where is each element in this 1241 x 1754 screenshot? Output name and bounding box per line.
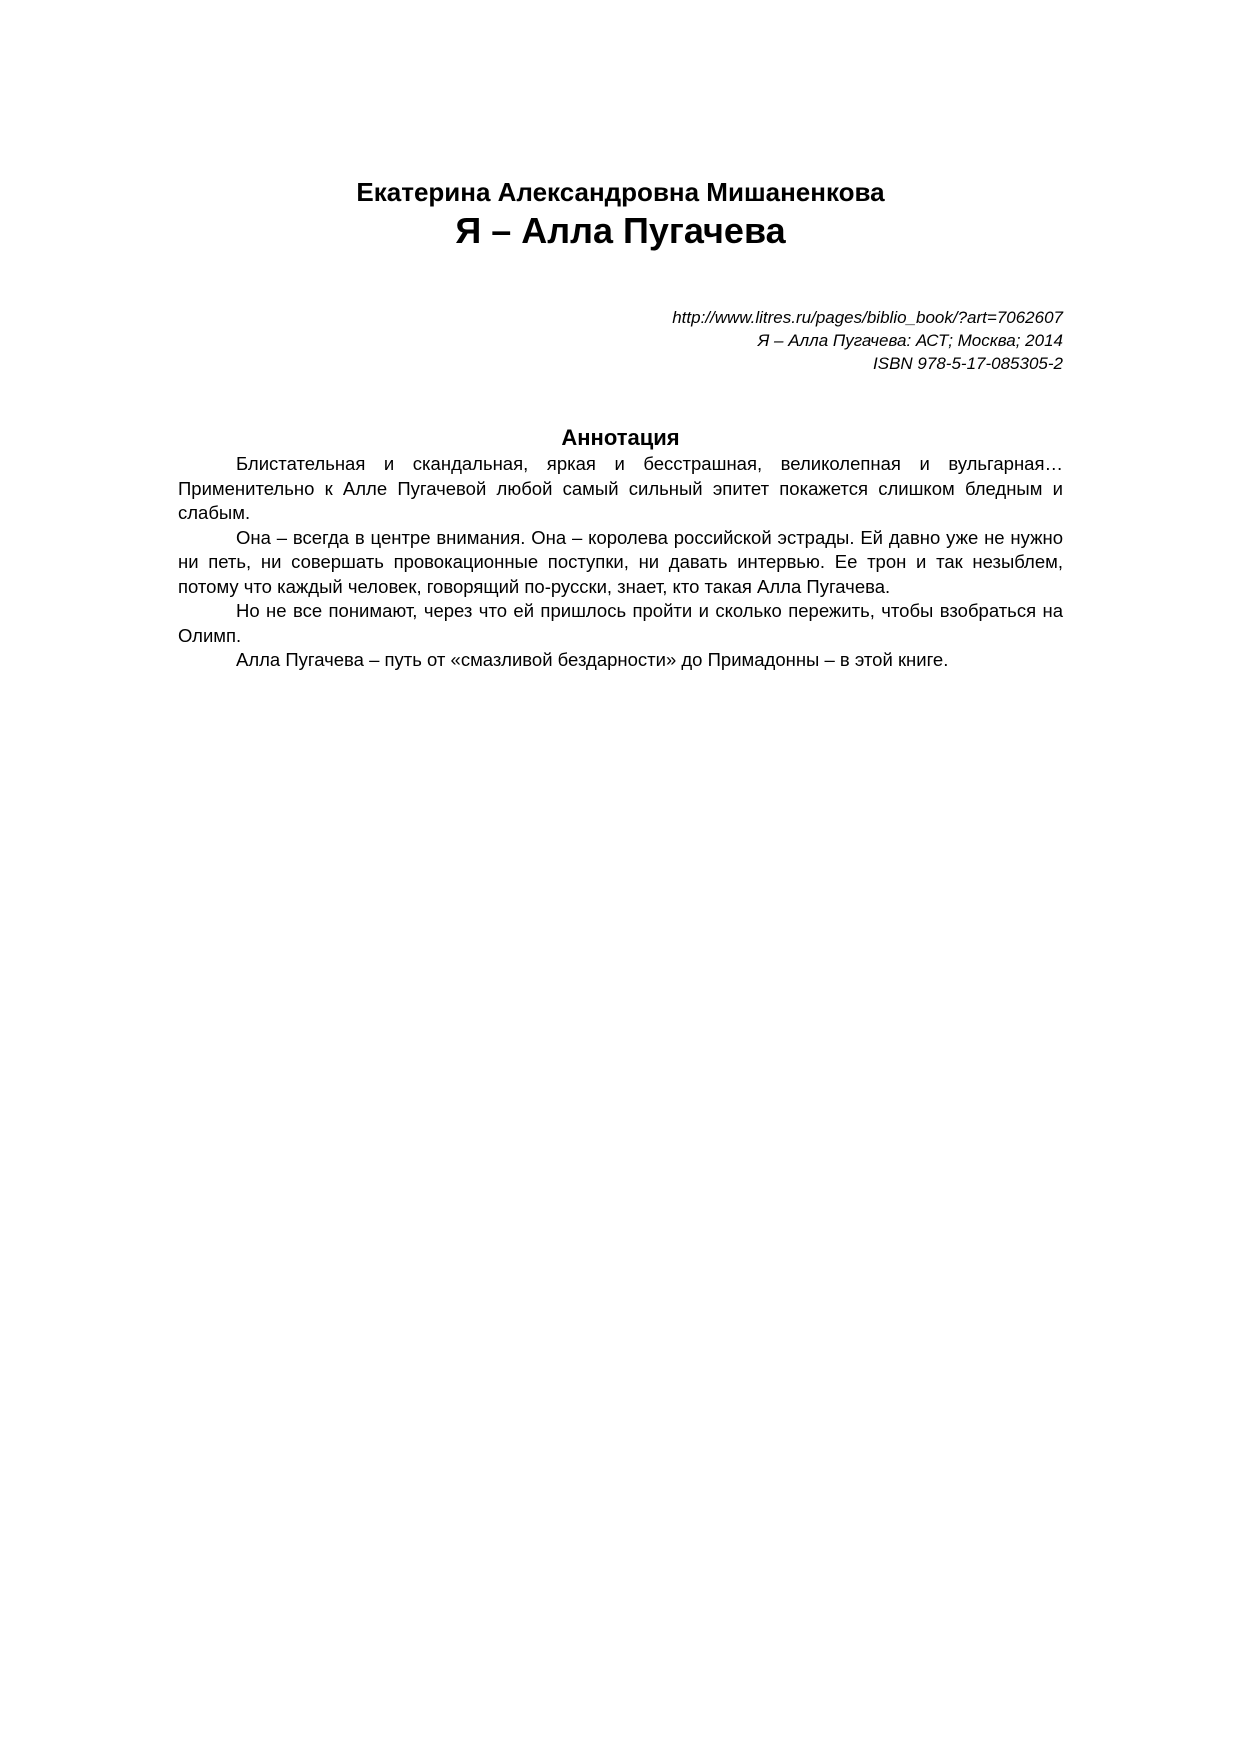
annotation-paragraph: Но не все понимают, через что ей пришлось пройти и сколько пережить, чтобы взобраться на Олимп. — [178, 600, 1063, 646]
publication-info — [672, 306, 1063, 375]
annotation-body — [178, 452, 1063, 673]
isbn: ISBN 978-5-17-085305-2 — [873, 354, 1063, 373]
publication-details: Я – Алла Пугачева: АСТ; Москва; 2014 — [757, 331, 1063, 350]
annotation-paragraph: Алла Пугачева – путь от «смазливой бездарности» до Примадонны – в этой книге. — [236, 649, 949, 670]
source-url: http://www.litres.ru/pages/biblio_book/?art=7062607 — [672, 308, 1063, 327]
annotation-heading: Аннотация — [561, 425, 680, 450]
author-name: Екатерина Александровна Мишаненкова — [356, 177, 885, 207]
title-block — [178, 175, 1063, 253]
book-title: Я – Алла Пугачева — [455, 210, 786, 251]
annotation-paragraph: Она – всегда в центре внимания. Она – королева российской эстрады. Ей давно уже не нужно ни петь, ни совершать провокационные поступки, ни давать интервью. Ее трон и так незыблем, потому что каждый человек, говорящий по-русски, знает, кто такая Алла Пугачева. — [178, 526, 1063, 597]
annotation-paragraph: Блистательная и скандальная, яркая и бесстрашная, великолепная и вульгарная… Применительно к Алле Пугачевой любой самый сильный эпитет покажется слишком бледным и слабым. — [178, 453, 1063, 523]
